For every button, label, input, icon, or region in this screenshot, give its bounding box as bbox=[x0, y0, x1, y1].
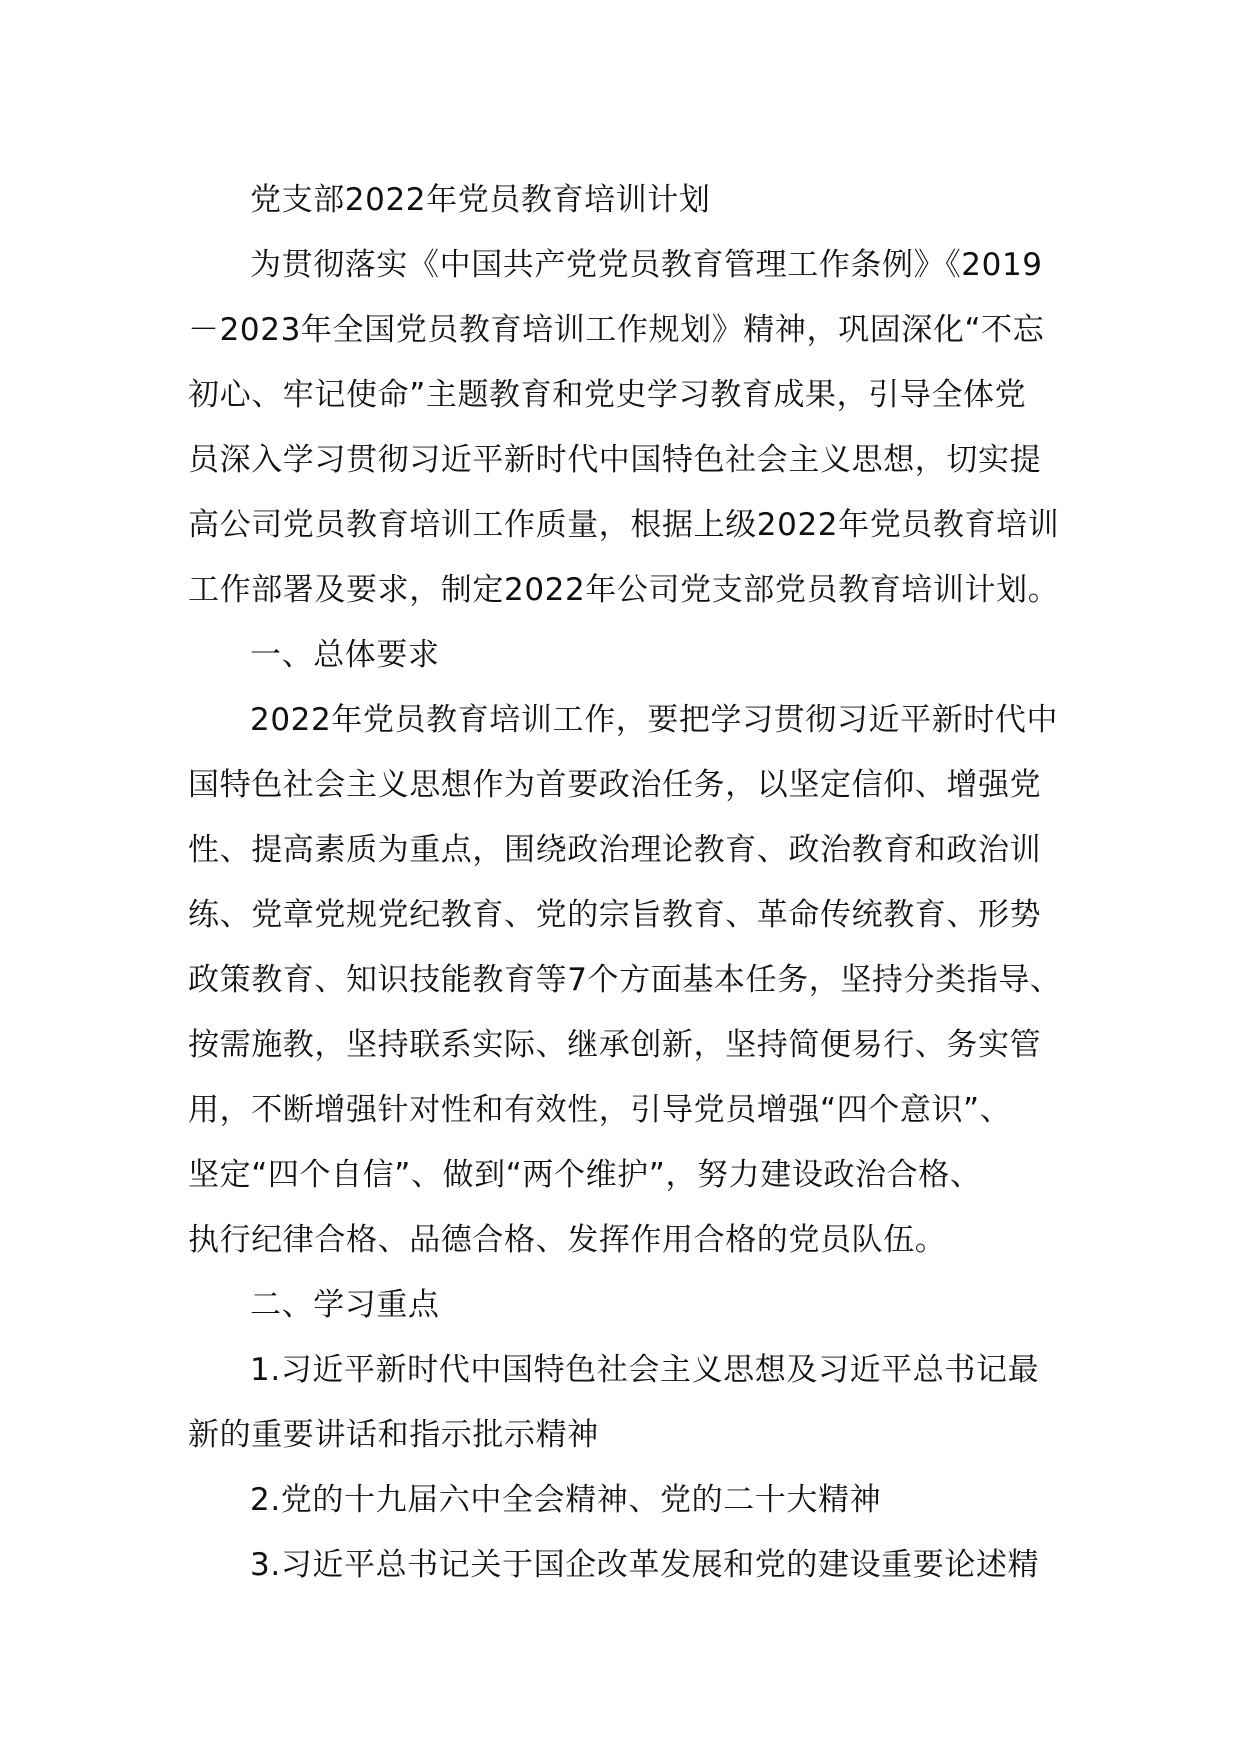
paragraph-line: 1.习近平新时代中国特色社会主义思想及习近平总书记最 bbox=[250, 1352, 1040, 1388]
study-item-3: 3.习近平总书记关于国企改革发展和党的建设重要论述精 bbox=[250, 1547, 1040, 1583]
study-item-2: 2.党的十九届六中全会精神、党的二十大精神 bbox=[250, 1482, 882, 1518]
paragraph-line: 政策教育、知识技能教育等7个方面基本任务，坚持分类指导、 bbox=[188, 962, 1062, 998]
paragraph-line: 练、党章党规党纪教育、党的宗旨教育、革命传统教育、形势 bbox=[188, 897, 1042, 933]
paragraph-line: －2023年全国党员教育培训工作规划》精神，巩固深化“不忘 bbox=[188, 312, 1045, 348]
paragraph-line: 员深入学习贯彻习近平新时代中国特色社会主义思想，切实提 bbox=[188, 442, 1042, 478]
paragraph-line: 性、提高素质为重点，围绕政治理论教育、政治教育和政治训 bbox=[188, 832, 1042, 868]
paragraph-line: 为贯彻落实《中国共产党党员教育管理工作条例》《2019 bbox=[250, 247, 1043, 283]
paragraph-line: 2022年党员教育培训工作，要把学习贯彻习近平新时代中 bbox=[250, 702, 1059, 738]
section-heading: 二、学习重点 bbox=[250, 1287, 440, 1323]
paragraph-line: 新的重要讲话和指示批示精神 bbox=[188, 1417, 599, 1453]
paragraph-line: 按需施教，坚持联系实际、继承创新，坚持简便易行、务实管 bbox=[188, 1027, 1042, 1063]
paragraph-line: 高公司党员教育培训工作质量，根据上级2022年党员教育培训 bbox=[188, 507, 1060, 543]
document-body bbox=[188, 168, 1068, 1598]
general-requirements-paragraph bbox=[188, 688, 1068, 1273]
section-heading: 一、总体要求 bbox=[250, 637, 440, 673]
intro-paragraph bbox=[188, 233, 1068, 623]
paragraph-line: 国特色社会主义思想作为首要政治任务，以坚定信仰、增强党 bbox=[188, 767, 1042, 803]
paragraph-line: 工作部署及要求，制定2022年公司党支部党员教育培训计划。 bbox=[188, 572, 1060, 608]
paragraph-line: 执行纪律合格、品德合格、发挥作用合格的党员队伍。 bbox=[188, 1222, 947, 1258]
document-title: 党支部2022年党员教育培训计划 bbox=[250, 182, 711, 218]
paragraph-line: 坚定“四个自信”、做到“两个维护”，努力建设政治合格、 bbox=[188, 1157, 982, 1193]
paragraph-line: 用，不断增强针对性和有效性，引导党员增强“四个意识”、 bbox=[188, 1092, 1012, 1128]
paragraph-line: 初心、牢记使命”主题教育和党史学习教育成果，引导全体党 bbox=[188, 377, 1027, 413]
study-item-1 bbox=[188, 1338, 1068, 1468]
